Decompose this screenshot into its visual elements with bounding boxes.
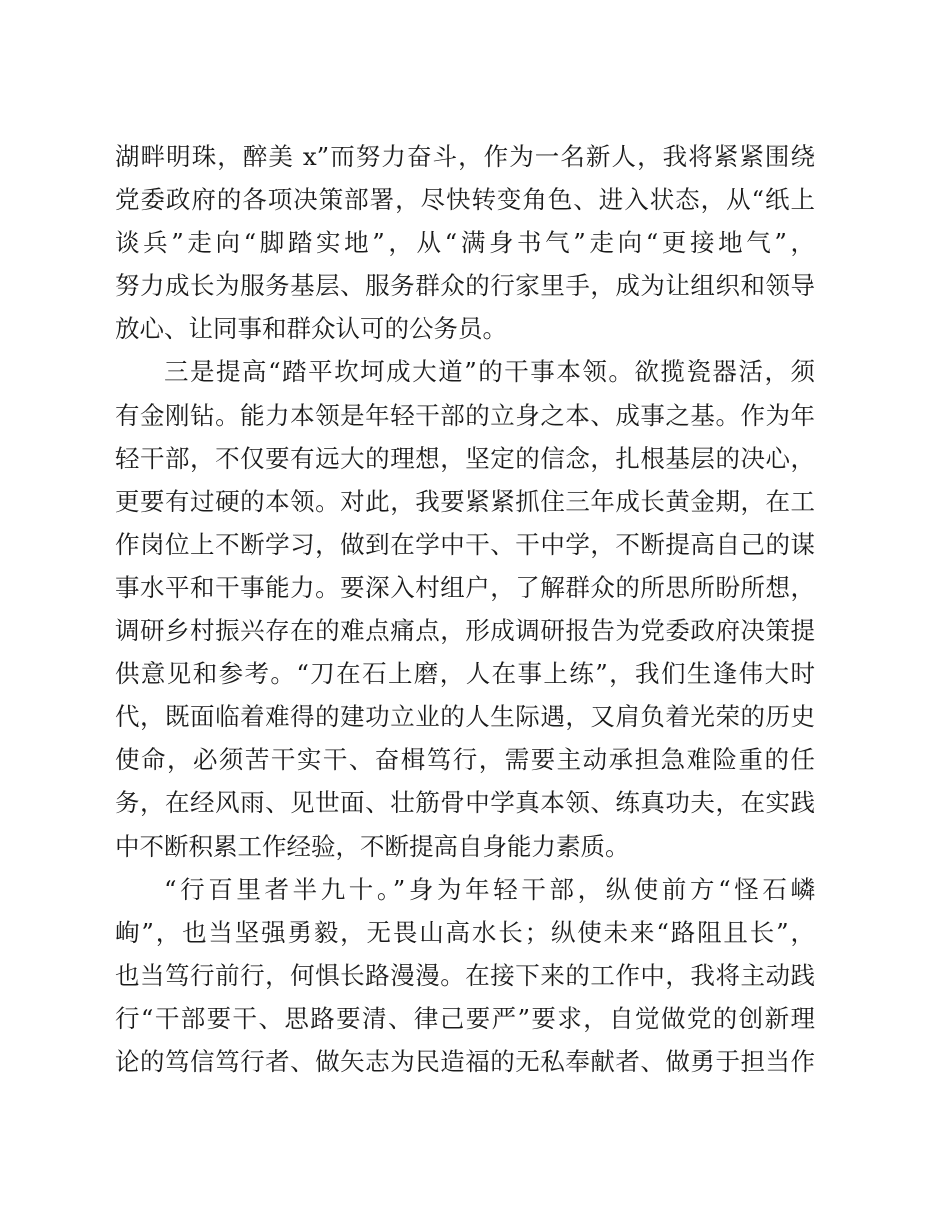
text-line: 务，在经风雨、见世面、壮筋骨中学真本领、练真功夫，在实践	[115, 788, 815, 818]
text-line: 有金刚钻。能力本领是年轻干部的立身之本、成事之基。作为年	[115, 400, 815, 430]
text-line: 事水平和干事能力。要深入村组户，了解群众的所思所盼所想，	[115, 572, 815, 602]
text-line: 更要有过硬的本领。对此，我要紧紧抓住三年成长黄金期，在工	[115, 486, 815, 516]
text-line: 论的笃信笃行者、做矢志为民造福的无私奉献者、做勇于担当作	[115, 1046, 815, 1076]
text-line: 行“干部要干、思路要清、律己要严”要求，自觉做党的创新理	[115, 1003, 815, 1033]
text-line: 党委政府的各项决策部署，尽快转变角色、进入状态，从“纸上	[115, 185, 815, 215]
text-line: 也当笃行前行，何惧长路漫漫。在接下来的工作中，我将主动践	[115, 960, 815, 990]
text-line: 代，既面临着难得的建功立业的人生际遇，又肩负着光荣的历史	[115, 702, 815, 732]
document-body	[115, 135, 815, 1083]
text-line: 轻干部，不仅要有远大的理想，坚定的信念，扎根基层的决心，	[115, 443, 815, 473]
text-line: 使命，必须苦干实干、奋楫笃行，需要主动承担急难险重的任	[115, 745, 815, 775]
text-line: 供意见和参考。“刀在石上磨，人在事上练”，我们生逢伟大时	[115, 659, 815, 689]
text-line: 作岗位上不断学习，做到在学中干、干中学，不断提高自己的谋	[115, 529, 815, 559]
paragraph-start-line: “行百里者半九十。”身为年轻干部，纵使前方“怪石嶙	[164, 874, 815, 904]
text-line: 峋”，也当坚强勇毅，无畏山高水长；纵使未来“路阻且长”，	[115, 917, 815, 947]
text-line: 努力成长为服务基层、服务群众的行家里手，成为让组织和领导	[115, 271, 815, 301]
text-line: 湖畔明珠，醉美 x”而努力奋斗，作为一名新人，我将紧紧围绕	[115, 142, 815, 171]
text-line: 调研乡村振兴存在的难点痛点，形成调研报告为党委政府决策提	[115, 616, 815, 646]
text-line: 放心、让同事和群众认可的公务员。	[115, 314, 507, 344]
text-line: 谈兵”走向“脚踏实地”，从“满身书气”走向“更接地气”，	[115, 228, 815, 258]
text-line: 中不断积累工作经验，不断提高自身能力素质。	[115, 831, 630, 861]
paragraph-start-line: 三是提高“踏平坎坷成大道”的干事本领。欲揽瓷器活，须	[164, 357, 815, 387]
